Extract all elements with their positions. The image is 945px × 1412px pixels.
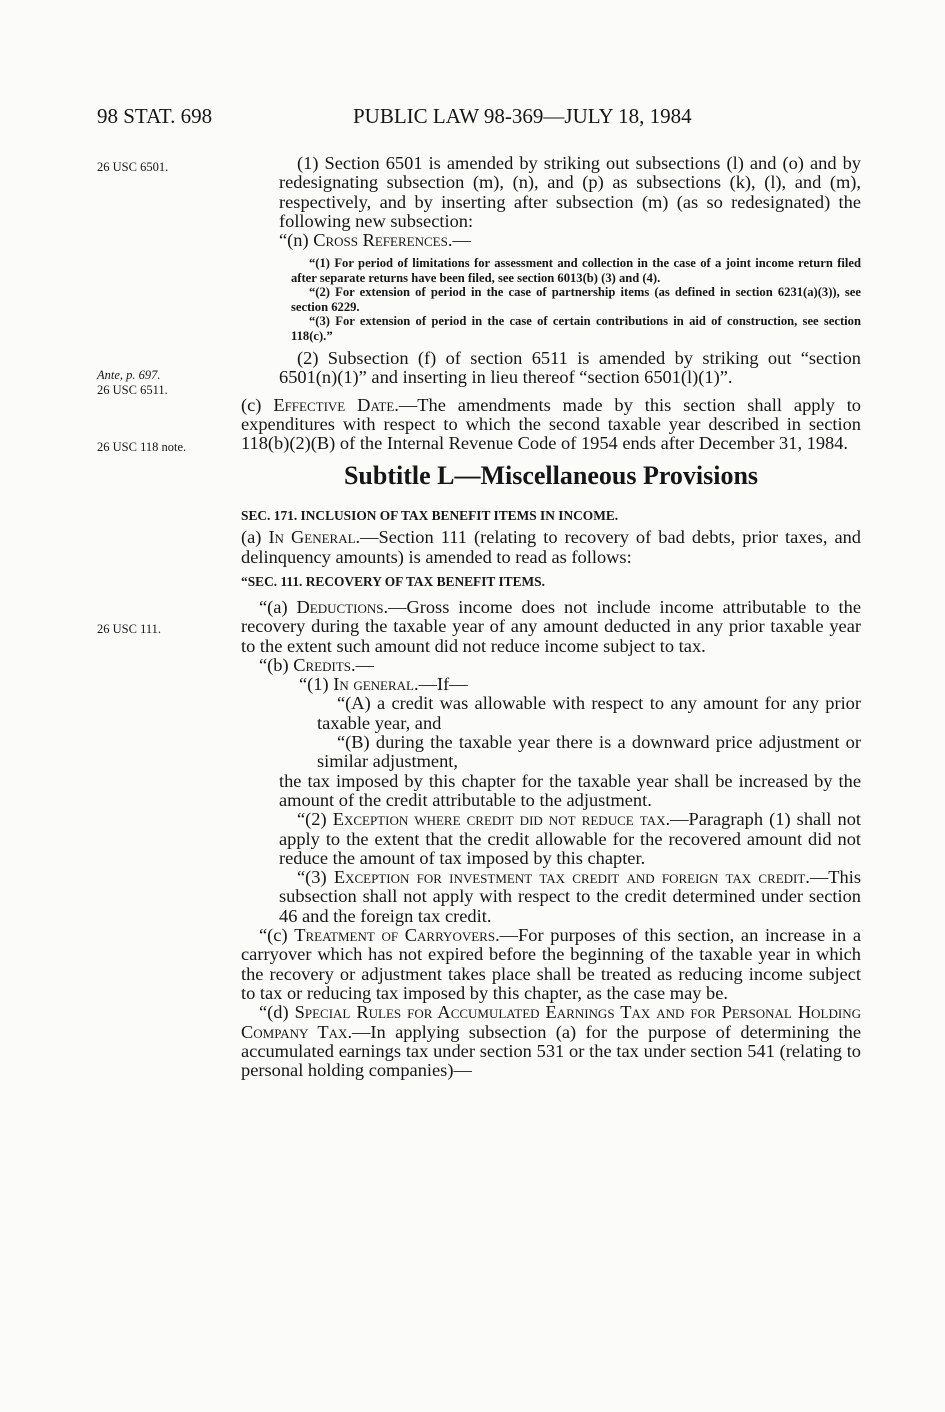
deductions-caps: Deductions <box>296 597 384 617</box>
special-rules-caps: Special Rules for Accumulated Earnings Tax and for Personal Holding Company Tax <box>241 1002 861 1042</box>
credits-in-general-suffix: .—If— <box>414 674 468 695</box>
subsection-n-caps: Cross References <box>313 230 448 251</box>
special-rules-paragraph <box>241 1003 861 1080</box>
subsection-n-prefix: “(n) <box>279 230 314 251</box>
margin-note-ante-text: Ante, p. 697. <box>97 368 161 382</box>
in-general-paragraph <box>241 528 861 567</box>
credits-in-general-prefix: “(1) <box>299 674 334 695</box>
margin-note-usc-6511: 26 USC 6511. <box>97 383 168 397</box>
credits-in-general-heading <box>241 675 861 694</box>
carryovers-paragraph <box>241 926 861 1003</box>
cross-reference-3: “(3) For extension of period in the case of certain contributions in aid of construction, see section 118(c).” <box>291 314 861 343</box>
subsection-n-suffix: .— <box>447 230 471 251</box>
subtitle-heading: Subtitle L—Miscellaneous Provisions <box>343 461 759 491</box>
new-subsection-n-heading <box>241 231 861 250</box>
credits-suffix: .— <box>351 654 374 675</box>
special-rules-prefix: “(d) <box>259 1002 295 1023</box>
paragraph-amend-6511: (2) Subsection (f) of section 6511 is amended by striking out “section 6501(n)(1)” and inserting in lieu thereof “section 6501(l)(1)”. <box>279 347 861 388</box>
credits-heading <box>241 656 861 675</box>
carryovers-text: .—For purposes of this section, an increase in a carryover which has not expired before the beginning of the taxable year in which the recovery or adjustment takes place shall be treated as reducing income subject to tax or reducing tax imposed by this chapter, as the case may be. <box>241 925 861 1003</box>
exception-investment-prefix: “(3) <box>297 867 334 888</box>
section-171-heading: SEC. 171. INCLUSION OF TAX BENEFIT ITEMS IN INCOME. <box>241 508 619 524</box>
in-general-text: .—Section 111 (relating to recovery of bad debts, prior taxes, and delinquency amounts) is amended to read as follows: <box>241 527 861 567</box>
cross-reference-1: “(1) For period of limitations for assessment and collection in the case of a joint income return filed after separate returns have been filed, see section 6013(b) (3) and (4). <box>291 256 861 285</box>
credits-caps: Credits <box>293 654 351 675</box>
exception-credit-text: .—Paragraph (1) shall not apply to the extent that the credit allowable for the recovered amount did not reduce the amount of tax imposed by this chapter. <box>279 809 861 868</box>
effective-date-caps: Effective Date <box>273 394 395 415</box>
effective-date-paragraph <box>241 396 861 454</box>
carryovers-caps: Treatment of Carryovers <box>294 925 496 946</box>
exception-investment-paragraph <box>241 868 861 926</box>
stat-page-number: 98 STAT. 698 <box>97 104 213 128</box>
paragraph-amend-6501: (1) Section 6501 is amended by striking out subsections (l) and (o) and by redesignating subsection (m), (n), and (p) as subsections (k), (l), and (m), respectively, and by inserting after subsection (m) (as so redesignated) the following new subsection: <box>279 153 861 231</box>
margin-note-usc-118: 26 USC 118 note. <box>97 440 187 454</box>
in-general-prefix: (a) <box>241 527 269 548</box>
cross-reference-2: “(2) For extension of period in the case of partnership items (as defined in section 6231(a)(3)), see section 6229. <box>291 285 861 314</box>
exception-investment-text: .—This subsection shall not apply with respect to the credit determined under section 46 and the foreign tax credit. <box>279 867 861 926</box>
effective-date-prefix: (c) <box>241 394 274 415</box>
credits-in-general-caps: In general <box>333 674 414 695</box>
statute-body <box>241 154 861 1080</box>
cross-reference-list <box>241 256 861 342</box>
carryovers-prefix: “(c) <box>259 925 295 946</box>
special-rules-text: .—In applying subsection (a) for the purpose of determining the accumulated earnings tax under section 531 or the tax under section 541 (relating to personal holding companies)— <box>241 1021 861 1081</box>
exception-credit-prefix: “(2) <box>297 809 333 830</box>
clause-a: “(A) a credit was allowable with respect to any amount for any prior taxable year, and <box>317 693 861 733</box>
margin-note-usc-6501: 26 USC 6501. <box>97 160 169 174</box>
margin-note-usc-111: 26 USC 111. <box>97 622 162 636</box>
exception-investment-caps: Exception for investment tax credit and foreign tax credit <box>333 867 806 888</box>
section-111-heading: “SEC. 111. RECOVERY OF TAX BENEFIT ITEMS. <box>241 574 545 589</box>
credits-flush-text: the tax imposed by this chapter for the taxable year shall be increased by the amount of the credit attributable to the adjustment. <box>279 770 861 810</box>
exception-credit-caps: Exception where credit did not reduce tax <box>332 809 666 830</box>
effective-date-text: .—The amendments made by this section shall apply to expenditures with respect to which the second taxable year described in section 118(b)(2)(B) of the Internal Revenue Code of 1954 ends after December 31, 1984. <box>241 394 861 454</box>
credits-prefix: “(b) <box>259 654 294 675</box>
in-general-caps: In General <box>268 527 356 548</box>
exception-credit-paragraph <box>241 810 861 868</box>
clause-b: “(B) during the taxable year there is a downward price adjustment or similar adjustment, <box>317 732 861 772</box>
margin-note-ante <box>97 368 161 383</box>
deductions-text: .—Gross income does not include income attributable to the recovery during the taxable year of any amount deducted in any prior taxable year to the extent such amount did not reduce income subject to tax. <box>241 597 861 656</box>
deductions-paragraph <box>241 598 861 656</box>
deductions-prefix: “(a) <box>259 597 297 617</box>
running-header-title: PUBLIC LAW 98-369—JULY 18, 1984 <box>353 104 692 128</box>
